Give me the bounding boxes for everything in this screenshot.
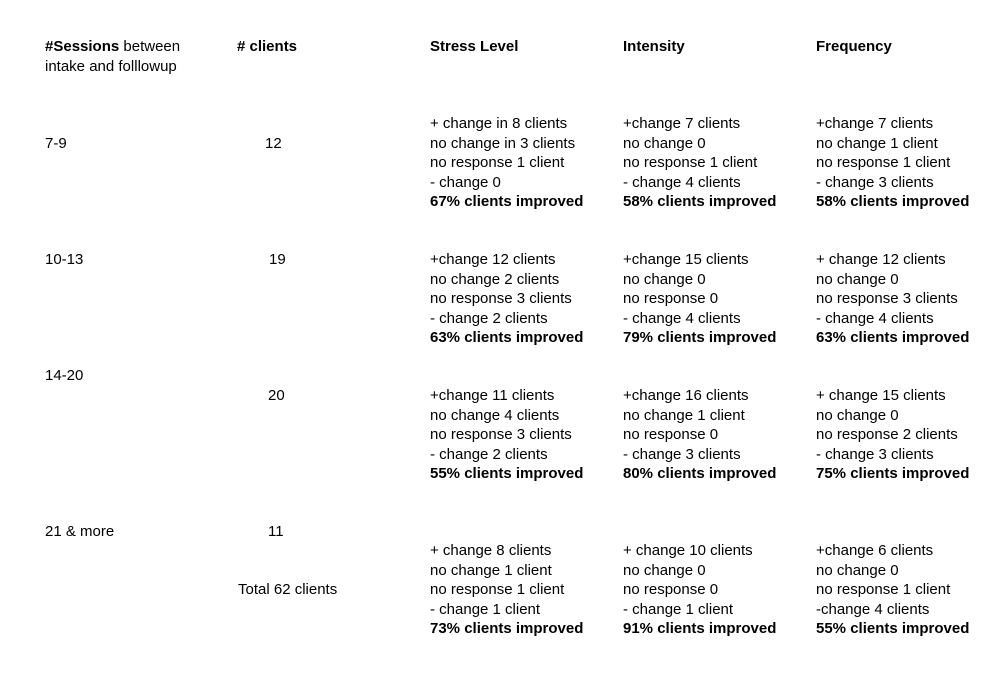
stress-cell xyxy=(430,386,583,484)
intensity-minus-change: - change 4 clients xyxy=(623,173,741,191)
header-intensity: Intensity xyxy=(623,38,685,55)
intensity-minus-change: - change 1 client xyxy=(623,600,734,618)
stress-no-change: no change 4 clients xyxy=(430,406,560,424)
stress-no-response: no response 3 clients xyxy=(430,290,572,307)
frequency-no-change: no change 1 client xyxy=(816,134,938,152)
intensity-no-change: no change 0 xyxy=(623,561,706,579)
frequency-no-response: no response 2 clients xyxy=(816,426,958,443)
stress-improved: 67% clients improved xyxy=(430,193,584,210)
stress-cell xyxy=(430,250,583,348)
stress-plus-change: + change in 8 clients xyxy=(430,115,568,132)
intensity-plus-change: +change 7 clients xyxy=(623,115,741,132)
frequency-improved: 75% clients improved xyxy=(816,465,970,482)
row-sessions: 21 & more xyxy=(45,523,115,540)
total-clients: Total 62 clients xyxy=(238,581,338,598)
frequency-minus-change: - change 4 clients xyxy=(816,309,934,327)
intensity-no-change: no change 1 client xyxy=(623,406,745,424)
header-frequency: Frequency xyxy=(816,38,892,55)
frequency-no-change: no change 0 xyxy=(816,406,899,424)
frequency-cell xyxy=(816,541,969,639)
header-sessions-rest: between xyxy=(119,38,181,55)
intensity-cell xyxy=(623,250,776,348)
frequency-cell xyxy=(816,114,969,212)
intensity-plus-change: +change 15 clients xyxy=(623,251,749,268)
stress-no-response: no response 1 client xyxy=(430,154,565,171)
frequency-plus-change: + change 15 clients xyxy=(816,387,946,404)
stress-plus-change: + change 8 clients xyxy=(430,542,552,559)
stress-plus-change: +change 11 clients xyxy=(430,387,555,404)
row-sessions: 14-20 xyxy=(45,367,84,384)
stress-no-change: no change in 3 clients xyxy=(430,134,576,152)
stress-plus-change: +change 12 clients xyxy=(430,251,556,268)
frequency-minus-change: - change 3 clients xyxy=(816,445,934,463)
intensity-improved: 58% clients improved xyxy=(623,193,777,210)
frequency-no-response: no response 1 client xyxy=(816,581,951,598)
intensity-cell xyxy=(623,114,776,212)
stress-improved: 63% clients improved xyxy=(430,329,584,346)
intensity-no-response: no response 0 xyxy=(623,581,719,598)
stress-cell xyxy=(430,114,583,212)
intensity-minus-change: - change 3 clients xyxy=(623,445,741,463)
stress-minus-change: - change 0 xyxy=(430,173,501,191)
stress-minus-change: - change 1 client xyxy=(430,600,541,618)
frequency-minus-change: -change 4 clients xyxy=(816,600,930,618)
intensity-cell xyxy=(623,386,776,484)
stress-no-response: no response 1 client xyxy=(430,581,565,598)
stress-improved: 73% clients improved xyxy=(430,620,584,637)
frequency-improved: 58% clients improved xyxy=(816,193,970,210)
row-clients: 11 xyxy=(268,523,284,540)
intensity-cell xyxy=(623,541,776,639)
row-sessions: 7-9 xyxy=(45,135,67,152)
intensity-no-response: no response 1 client xyxy=(623,154,758,171)
stress-improved: 55% clients improved xyxy=(430,465,584,482)
intensity-plus-change: +change 16 clients xyxy=(623,387,749,404)
row-clients: 12 xyxy=(265,135,282,152)
frequency-cell xyxy=(816,250,969,348)
frequency-plus-change: + change 12 clients xyxy=(816,251,946,268)
frequency-plus-change: +change 6 clients xyxy=(816,542,934,559)
frequency-minus-change: - change 3 clients xyxy=(816,173,934,191)
stress-no-response: no response 3 clients xyxy=(430,426,572,443)
intensity-improved: 91% clients improved xyxy=(623,620,777,637)
stress-no-change: no change 1 client xyxy=(430,561,552,579)
intensity-no-response: no response 0 xyxy=(623,426,719,443)
intensity-plus-change: + change 10 clients xyxy=(623,542,753,559)
frequency-improved: 63% clients improved xyxy=(816,329,970,346)
header-stress-level: Stress Level xyxy=(430,38,519,55)
header-sessions-bold: #Sessions xyxy=(45,38,120,55)
row-sessions: 10-13 xyxy=(45,251,84,268)
frequency-no-response: no response 1 client xyxy=(816,154,951,171)
intensity-no-change: no change 0 xyxy=(623,270,706,288)
frequency-cell xyxy=(816,386,969,484)
intensity-improved: 79% clients improved xyxy=(623,329,777,346)
frequency-plus-change: +change 7 clients xyxy=(816,115,934,132)
intensity-improved: 80% clients improved xyxy=(623,465,777,482)
stress-cell xyxy=(430,541,583,639)
header-clients: # clients xyxy=(237,38,298,55)
frequency-no-change: no change 0 xyxy=(816,561,899,579)
header-sessions-line2: intake and folllowup xyxy=(45,57,177,75)
intensity-no-change: no change 0 xyxy=(623,134,706,152)
frequency-improved: 55% clients improved xyxy=(816,620,970,637)
intensity-minus-change: - change 4 clients xyxy=(623,309,741,327)
row-clients: 20 xyxy=(268,387,285,404)
frequency-no-response: no response 3 clients xyxy=(816,290,958,307)
row-clients: 19 xyxy=(269,251,286,268)
stress-minus-change: - change 2 clients xyxy=(430,445,548,463)
intensity-no-response: no response 0 xyxy=(623,290,719,307)
stress-no-change: no change 2 clients xyxy=(430,270,560,288)
header-sessions xyxy=(45,37,180,76)
frequency-no-change: no change 0 xyxy=(816,270,899,288)
stress-minus-change: - change 2 clients xyxy=(430,309,548,327)
